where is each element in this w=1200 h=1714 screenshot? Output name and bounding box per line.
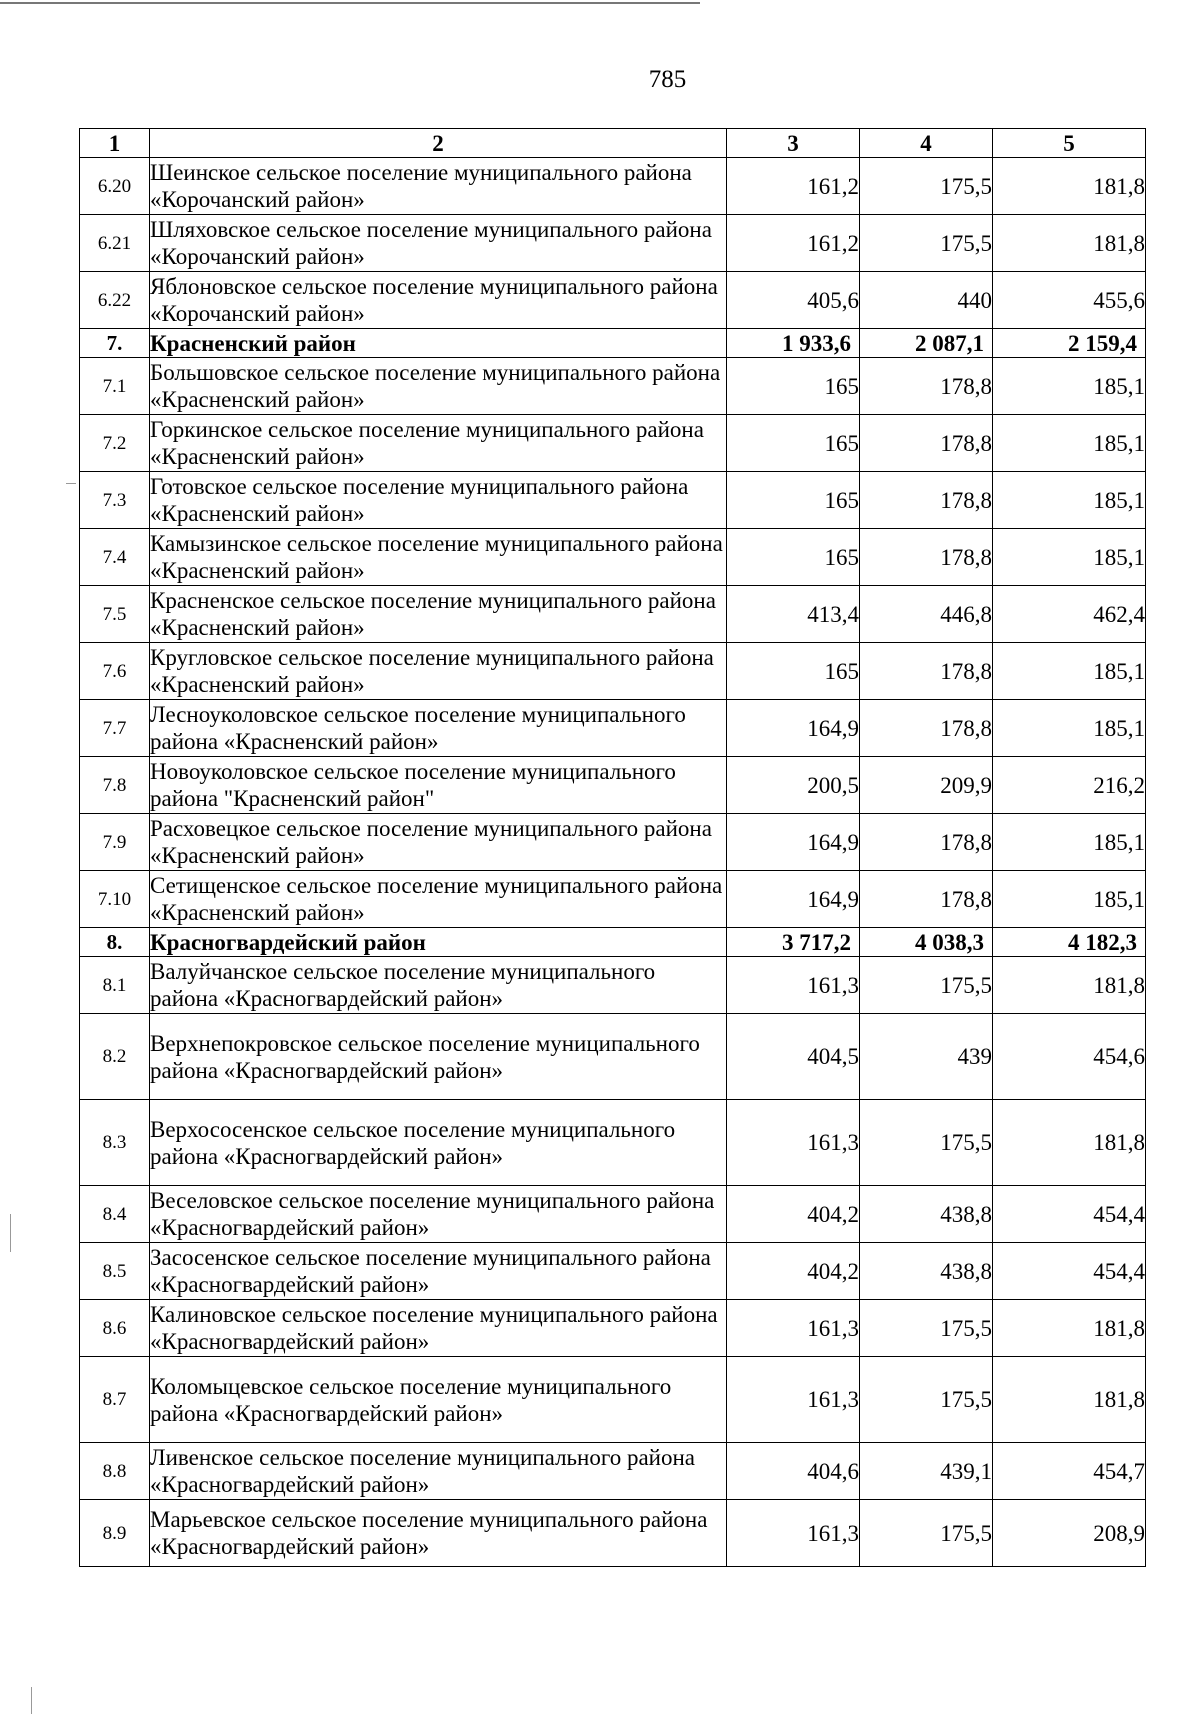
row-name: Верхнепокровское сельское поселение муниципального района «Красногвардейский район» [150, 1014, 727, 1100]
row-number: 8.4 [80, 1186, 150, 1243]
row-name: Красногвардейский район [150, 928, 727, 957]
row-value-col5: 185,1 [993, 814, 1146, 871]
row-number: 6.20 [80, 158, 150, 215]
row-value-col5: 208,9 [993, 1500, 1146, 1567]
row-value-col3: 165 [727, 472, 860, 529]
row-value-col5: 185,1 [993, 472, 1146, 529]
table-row [80, 272, 1146, 329]
row-number: 7.3 [80, 472, 150, 529]
row-value-col5: 185,1 [993, 700, 1146, 757]
row-number: 7. [80, 329, 150, 358]
column-header-2: 2 [150, 129, 727, 158]
row-number: 8.6 [80, 1300, 150, 1357]
page-number: 785 [648, 66, 687, 93]
row-value-col5: 181,8 [993, 1300, 1146, 1357]
table-row-total [80, 928, 1146, 957]
table-row [80, 757, 1146, 814]
row-value-col5: 181,8 [993, 1357, 1146, 1443]
table-row-total [80, 329, 1146, 358]
row-value-col3: 404,6 [727, 1443, 860, 1500]
row-number: 7.5 [80, 586, 150, 643]
row-value-col3: 164,9 [727, 871, 860, 928]
row-value-col3: 161,2 [727, 158, 860, 215]
table-row [80, 158, 1146, 215]
row-value-col5: 181,8 [993, 215, 1146, 272]
row-value-col5: 185,1 [993, 871, 1146, 928]
row-value-col5: 185,1 [993, 529, 1146, 586]
table-row [80, 871, 1146, 928]
row-value-col4: 175,5 [860, 1357, 993, 1443]
row-name: Марьевское сельское поселение муниципального района «Красногвардейский район» [150, 1500, 727, 1567]
row-value-col5: 4 182,3 [993, 928, 1146, 957]
row-number: 7.8 [80, 757, 150, 814]
row-value-col4: 178,8 [860, 358, 993, 415]
row-number: 7.4 [80, 529, 150, 586]
row-number: 7.1 [80, 358, 150, 415]
row-name: Валуйчанское сельское поселение муниципального района «Красногвардейский район» [150, 957, 727, 1014]
row-value-col5: 185,1 [993, 643, 1146, 700]
column-header-4: 4 [860, 129, 993, 158]
row-name: Большовское сельское поселение муниципального района «Красненский район» [150, 358, 727, 415]
row-value-col4: 178,8 [860, 472, 993, 529]
row-number: 7.9 [80, 814, 150, 871]
row-name: Веселовское сельское поселение муниципального района «Красногвардейский район» [150, 1186, 727, 1243]
table-row [80, 215, 1146, 272]
row-name: Кругловское сельское поселение муниципального района «Красненский район» [150, 643, 727, 700]
row-value-col4: 178,8 [860, 700, 993, 757]
row-name: Яблоновское сельское поселение муниципального района «Корочанский район» [150, 272, 727, 329]
row-value-col4: 175,5 [860, 215, 993, 272]
table-row [80, 643, 1146, 700]
row-number: 8.2 [80, 1014, 150, 1100]
row-value-col4: 4 038,3 [860, 928, 993, 957]
row-number: 8.7 [80, 1357, 150, 1443]
row-value-col5: 454,6 [993, 1014, 1146, 1100]
table-row [80, 814, 1146, 871]
row-value-col3: 200,5 [727, 757, 860, 814]
row-value-col4: 175,5 [860, 1300, 993, 1357]
row-value-col4: 209,9 [860, 757, 993, 814]
table-row [80, 1100, 1146, 1186]
row-name: Горкинское сельское поселение муниципального района «Красненский район» [150, 415, 727, 472]
row-name: Красненское сельское поселение муниципального района «Красненский район» [150, 586, 727, 643]
row-name: Новоуколовское сельское поселение муниципального района "Красненский район" [150, 757, 727, 814]
row-value-col4: 175,5 [860, 1500, 993, 1567]
row-value-col4: 178,8 [860, 415, 993, 472]
row-value-col3: 161,3 [727, 1500, 860, 1567]
row-value-col3: 405,6 [727, 272, 860, 329]
row-value-col3: 165 [727, 415, 860, 472]
column-header-1: 1 [80, 129, 150, 158]
row-number: 8. [80, 928, 150, 957]
row-value-col5: 216,2 [993, 757, 1146, 814]
row-value-col3: 404,2 [727, 1243, 860, 1300]
header-row [80, 129, 1146, 158]
row-number: 7.7 [80, 700, 150, 757]
row-number: 8.1 [80, 957, 150, 1014]
row-number: 8.5 [80, 1243, 150, 1300]
row-value-col3: 404,5 [727, 1014, 860, 1100]
table-row [80, 1300, 1146, 1357]
row-value-col4: 178,8 [860, 529, 993, 586]
row-value-col4: 178,8 [860, 643, 993, 700]
row-value-col3: 161,3 [727, 1300, 860, 1357]
table-body [80, 158, 1146, 1567]
row-value-col4: 446,8 [860, 586, 993, 643]
row-name: Готовское сельское поселение муниципального района «Красненский район» [150, 472, 727, 529]
row-value-col4: 439 [860, 1014, 993, 1100]
row-value-col4: 175,5 [860, 957, 993, 1014]
table-row [80, 1243, 1146, 1300]
row-name: Красненский район [150, 329, 727, 358]
table-row [80, 1014, 1146, 1100]
data-table [79, 128, 1146, 1567]
scan-mark [66, 483, 76, 484]
row-number: 8.8 [80, 1443, 150, 1500]
row-value-col4: 439,1 [860, 1443, 993, 1500]
row-value-col3: 164,9 [727, 814, 860, 871]
row-name: Расховецкое сельское поселение муниципального района «Красненский район» [150, 814, 727, 871]
column-header-5: 5 [993, 129, 1146, 158]
row-value-col5: 2 159,4 [993, 329, 1146, 358]
row-name: Ливенское сельское поселение муниципального района «Красногвардейский район» [150, 1443, 727, 1500]
row-value-col3: 161,3 [727, 957, 860, 1014]
row-value-col4: 440 [860, 272, 993, 329]
row-number: 8.3 [80, 1100, 150, 1186]
table-row [80, 1443, 1146, 1500]
row-value-col4: 2 087,1 [860, 329, 993, 358]
row-value-col3: 161,2 [727, 215, 860, 272]
row-name: Верхососенское сельское поселение муниципального района «Красногвардейский район» [150, 1100, 727, 1186]
row-value-col3: 164,9 [727, 700, 860, 757]
table-row [80, 472, 1146, 529]
table-row [80, 1186, 1146, 1243]
table-row [80, 957, 1146, 1014]
row-value-col5: 181,8 [993, 1100, 1146, 1186]
row-value-col4: 178,8 [860, 871, 993, 928]
row-name: Камызинское сельское поселение муниципального района «Красненский район» [150, 529, 727, 586]
table-row [80, 358, 1146, 415]
row-value-col3: 161,3 [727, 1100, 860, 1186]
row-value-col5: 185,1 [993, 415, 1146, 472]
row-value-col3: 404,2 [727, 1186, 860, 1243]
table-row [80, 700, 1146, 757]
row-value-col5: 185,1 [993, 358, 1146, 415]
row-value-col3: 165 [727, 643, 860, 700]
row-name: Сетищенское сельское поселение муниципального района «Красненский район» [150, 871, 727, 928]
column-header-3: 3 [727, 129, 860, 158]
scan-mark [31, 1687, 32, 1714]
row-number: 7.6 [80, 643, 150, 700]
row-value-col4: 438,8 [860, 1243, 993, 1300]
row-value-col4: 175,5 [860, 158, 993, 215]
row-number: 7.10 [80, 871, 150, 928]
row-name: Засосенское сельское поселение муниципального района «Красногвардейский район» [150, 1243, 727, 1300]
row-number: 7.2 [80, 415, 150, 472]
row-value-col5: 454,4 [993, 1186, 1146, 1243]
table-row [80, 586, 1146, 643]
row-value-col3: 161,3 [727, 1357, 860, 1443]
row-value-col3: 165 [727, 529, 860, 586]
row-name: Шеинское сельское поселение муниципального района «Корочанский район» [150, 158, 727, 215]
row-value-col5: 454,4 [993, 1243, 1146, 1300]
top-rule [0, 2, 700, 4]
row-value-col4: 175,5 [860, 1100, 993, 1186]
row-name: Лесноуколовское сельское поселение муниципального района «Красненский район» [150, 700, 727, 757]
table-row [80, 1357, 1146, 1443]
row-value-col5: 462,4 [993, 586, 1146, 643]
row-number: 8.9 [80, 1500, 150, 1567]
row-value-col4: 438,8 [860, 1186, 993, 1243]
row-name: Калиновское сельское поселение муниципального района «Красногвардейский район» [150, 1300, 727, 1357]
table-row [80, 529, 1146, 586]
row-number: 6.21 [80, 215, 150, 272]
row-number: 6.22 [80, 272, 150, 329]
row-value-col5: 455,6 [993, 272, 1146, 329]
scan-mark [10, 1214, 11, 1252]
row-value-col5: 181,8 [993, 158, 1146, 215]
row-name: Шляховское сельское поселение муниципального района «Корочанский район» [150, 215, 727, 272]
table-row [80, 415, 1146, 472]
row-value-col5: 454,7 [993, 1443, 1146, 1500]
row-value-col3: 165 [727, 358, 860, 415]
row-value-col5: 181,8 [993, 957, 1146, 1014]
row-value-col4: 178,8 [860, 814, 993, 871]
row-value-col3: 413,4 [727, 586, 860, 643]
row-value-col3: 3 717,2 [727, 928, 860, 957]
table-row [80, 1500, 1146, 1567]
row-value-col3: 1 933,6 [727, 329, 860, 358]
row-name: Коломыцевское сельское поселение муниципального района «Красногвардейский район» [150, 1357, 727, 1443]
